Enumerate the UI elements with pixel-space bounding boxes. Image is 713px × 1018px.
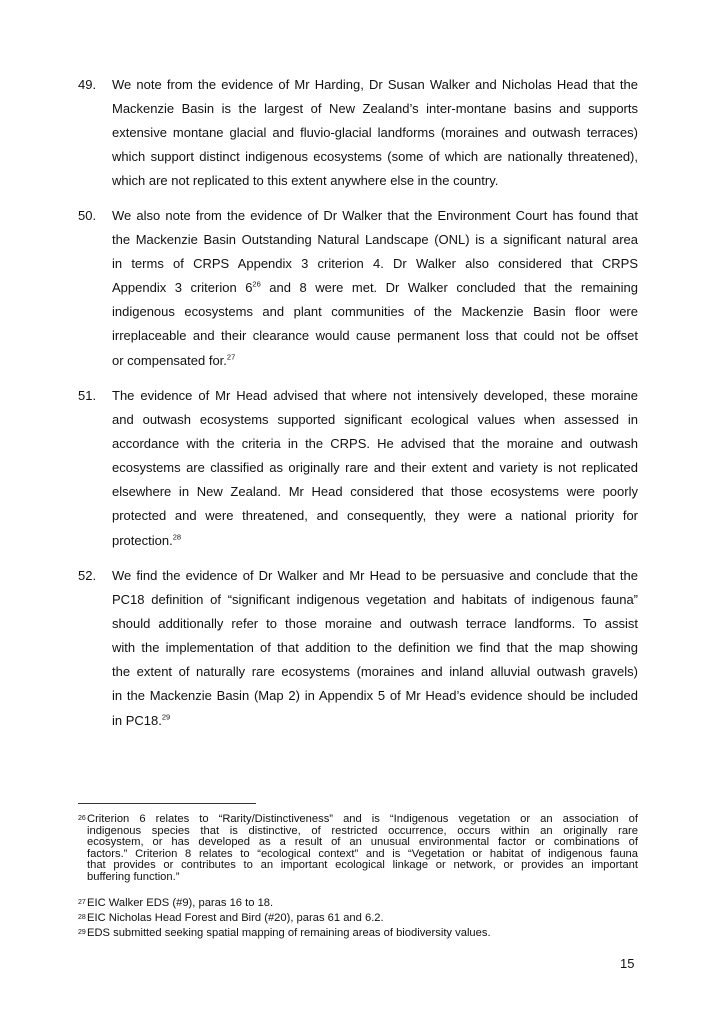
paragraph-number: 49. bbox=[78, 77, 97, 92]
paragraph-line: which are not replicated to this extent anywhere else in the country. bbox=[112, 173, 499, 189]
paragraph-line: should additionally refer to those moraine and outwash terrace landforms. To assist bbox=[112, 616, 638, 632]
paragraph-line: accordance with the criteria in the CRPS. He advised that the moraine and outwash bbox=[112, 436, 638, 452]
paragraph-number: 51. bbox=[78, 388, 97, 403]
footnote-ref-27[interactable]: 27 bbox=[226, 352, 236, 362]
paragraph-49 bbox=[78, 73, 638, 193]
line-text: protection. bbox=[112, 532, 173, 548]
paragraph-line: PC18 definition of “significant indigenous vegetation and habitats of indigenous fauna” bbox=[112, 592, 638, 608]
footnote-line: ecosystem, or has developed as a result of an unusual environmental factor or combinations of bbox=[87, 836, 638, 849]
footnote-line: EDS submitted seeking spatial mapping of remaining areas of biodiversity values. bbox=[87, 927, 491, 939]
paragraph-line: indigenous ecosystems and plant communities of the Mackenzie Basin floor were bbox=[112, 304, 638, 320]
footnote-27 bbox=[78, 898, 638, 910]
line-text: in PC18. bbox=[112, 712, 162, 728]
footnote-line: buffering function.” bbox=[87, 870, 180, 883]
footnote-line: that provides or contributes to an important ecological linkage or network, or provides an important bbox=[87, 859, 638, 872]
page-number: 15 bbox=[620, 956, 635, 971]
footnote-26 bbox=[78, 814, 638, 884]
footnote-line: factors.” Criterion 8 relates to “ecological context” and is “Vegetation or habitat of indigenous fauna bbox=[87, 847, 638, 860]
paragraph-line: in the Mackenzie Basin (Map 2) in Appendix 5 of Mr Head’s evidence should be included bbox=[112, 688, 638, 704]
paragraph-line: protected and were threatened, and consequently, they were a national priority for bbox=[112, 508, 638, 524]
paragraph-line bbox=[112, 709, 638, 733]
footnote-line: Criterion 6 relates to “Rarity/Distinctiveness” and is “Indigenous vegetation or an association of bbox=[87, 813, 638, 825]
footnote-ref-28[interactable]: 28 bbox=[172, 532, 182, 542]
line-rest: and 8 were met. Dr Walker concluded that the remaining bbox=[260, 280, 638, 296]
paragraph-line: and outwash ecosystems supported significant ecological values when assessed in bbox=[112, 412, 638, 428]
footnote-number: 28 bbox=[78, 914, 86, 921]
paragraph-line: the Mackenzie Basin Outstanding Natural Landscape (ONL) is a significant natural area bbox=[112, 232, 638, 248]
footnote-separator bbox=[78, 803, 256, 804]
paragraph-line: extensive montane glacial and fluvio-glacial landforms (moraines and outwash terraces) bbox=[112, 125, 638, 141]
footnote-line: indigenous species that is distinctive, of restricted occurrence, occurs within an originally rare bbox=[87, 824, 638, 837]
footnote-29 bbox=[78, 928, 638, 940]
footnote-line: EIC Walker EDS (#9), paras 16 to 18. bbox=[87, 897, 274, 909]
footnote-number: 26 bbox=[78, 815, 86, 822]
paragraph-line: elsewhere in New Zealand. Mr Head considered that those ecosystems were poorly bbox=[112, 484, 638, 500]
paragraph-line: ecosystems are classified as originally rare and their extent and variety is not replicated bbox=[112, 460, 638, 476]
footnote-number: 29 bbox=[78, 929, 86, 936]
footnote-number: 27 bbox=[78, 899, 86, 906]
footnote-line: EIC Nicholas Head Forest and Bird (#20), paras 61 and 6.2. bbox=[87, 912, 384, 924]
paragraph-line bbox=[112, 349, 638, 373]
paragraph-line: The evidence of Mr Head advised that where not intensively developed, these moraine bbox=[112, 388, 638, 403]
paragraph-line bbox=[112, 529, 638, 553]
footnote-ref-26[interactable]: 26 bbox=[252, 279, 261, 289]
footnote-28 bbox=[78, 913, 638, 925]
paragraph-line: We also note from the evidence of Dr Walker that the Environment Court has found that bbox=[112, 208, 638, 223]
line-start: Appendix 3 criterion 6 bbox=[112, 280, 253, 296]
paragraph-50 bbox=[78, 204, 638, 373]
paragraph-line: We find the evidence of Dr Walker and Mr Head to be persuasive and conclude that the bbox=[112, 568, 638, 583]
paragraph-number: 52. bbox=[78, 568, 97, 583]
footnote-ref-29[interactable]: 29 bbox=[161, 712, 171, 722]
paragraph-line: the extent of naturally rare ecosystems (moraines and inland alluvial outwash gravels) bbox=[112, 664, 638, 680]
paragraph-line: which support distinct indigenous ecosystems (some of which are nationally threatened), bbox=[112, 149, 638, 165]
paragraph-line bbox=[112, 276, 638, 300]
paragraph-52 bbox=[78, 564, 638, 733]
paragraph-line: in terms of CRPS Appendix 3 criterion 4. Dr Walker also considered that CRPS bbox=[112, 256, 638, 272]
paragraph-line: We note from the evidence of Mr Harding, Dr Susan Walker and Nicholas Head that the bbox=[112, 77, 638, 92]
paragraph-line: irreplaceable and their clearance would cause permanent loss that could not be offset bbox=[112, 328, 638, 344]
paragraph-line: Mackenzie Basin is the largest of New Zealand’s inter-montane basins and supports bbox=[112, 101, 638, 117]
paragraph-number: 50. bbox=[78, 208, 97, 223]
paragraph-51 bbox=[78, 384, 638, 553]
line-text: or compensated for. bbox=[112, 352, 227, 368]
paragraph-line: with the implementation of that addition to the definition we find that the map showing bbox=[112, 640, 638, 656]
